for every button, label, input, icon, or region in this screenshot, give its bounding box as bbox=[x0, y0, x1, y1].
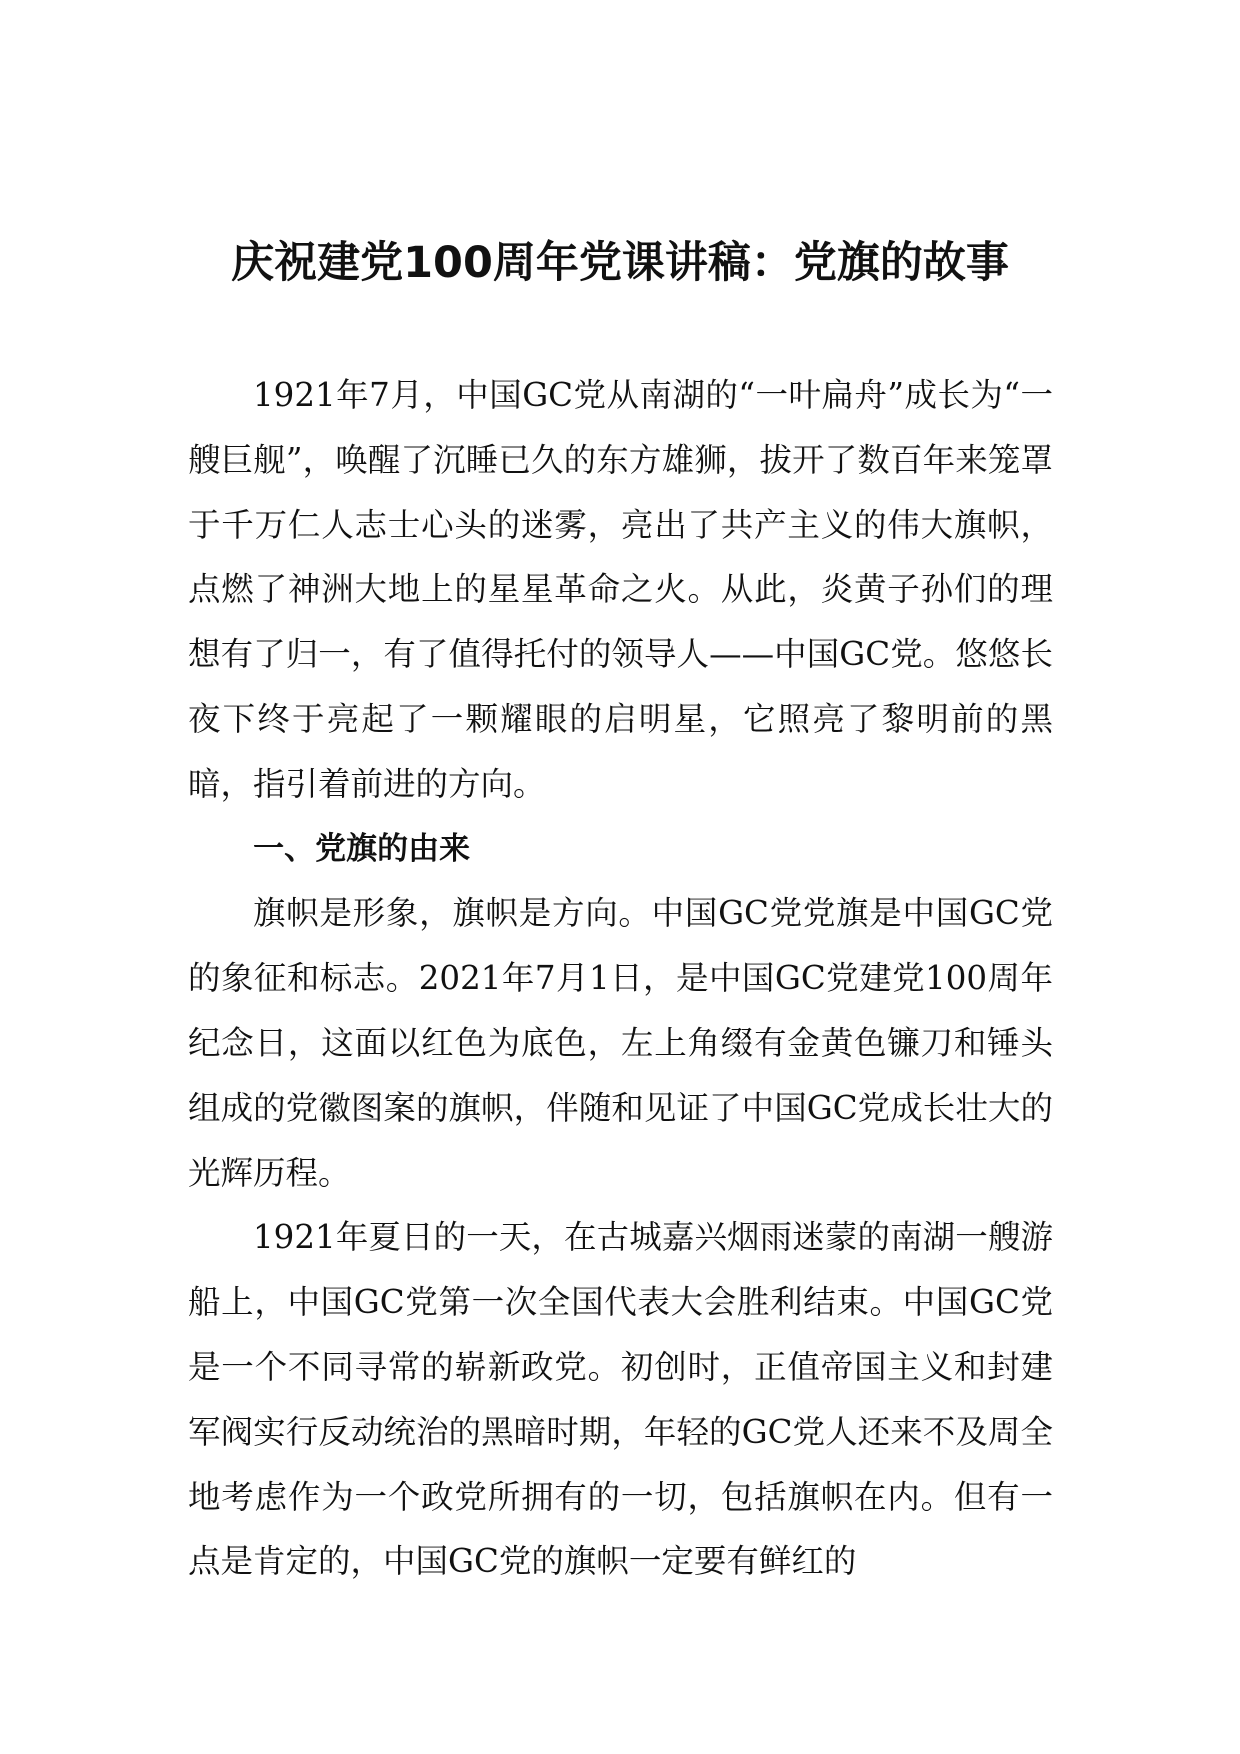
document-body bbox=[188, 363, 1053, 1594]
paragraph-intro: 1921年7月，中国GC党从南湖的“一叶扁舟”成长为“一艘巨舰”，唤醒了沉睡已久的东方雄狮，拔开了数百年来笼罩于千万仁人志士心头的迷雾，亮出了共产主义的伟大旗帜，点燃了神洲大地上的星星革命之火。从此，炎黄子孙们的理想有了归一，有了值得托付的领导人——中国GC党。悠悠长夜下终于亮起了一颗耀眼的启明星，它照亮了黎明前的黑暗，指引着前进的方向。 bbox=[188, 376, 1053, 803]
paragraph-flag-symbol: 旗帜是形象，旗帜是方向。中国GC党党旗是中国GC党的象征和标志。2021年7月1日，是中国GC党建党100周年纪念日，这面以红色为底色，左上角缀有金黄色镰刀和锤头组成的党徽图案的旗帜，伴随和见证了中国GC党成长壮大的光辉历程。 bbox=[188, 894, 1053, 1192]
section-heading-flag-origin: 一、党旗的由来 bbox=[253, 830, 471, 867]
document-title: 庆祝建党100周年党课讲稿：党旗的故事 bbox=[231, 238, 1009, 288]
paragraph-1921-meeting: 1921年夏日的一天，在古城嘉兴烟雨迷蒙的南湖一艘游船上，中国GC党第一次全国代表大会胜利结束。中国GC党是一个不同寻常的崭新政党。初创时，正值帝国主义和封建军阀实行反动统治的黑暗时期，年轻的GC党人还来不及周全地考虑作为一个政党所拥有的一切，包括旗帜在内。但有一点是肯定的，中国GC党的旗帜一定要有鲜红的 bbox=[188, 1218, 1053, 1581]
